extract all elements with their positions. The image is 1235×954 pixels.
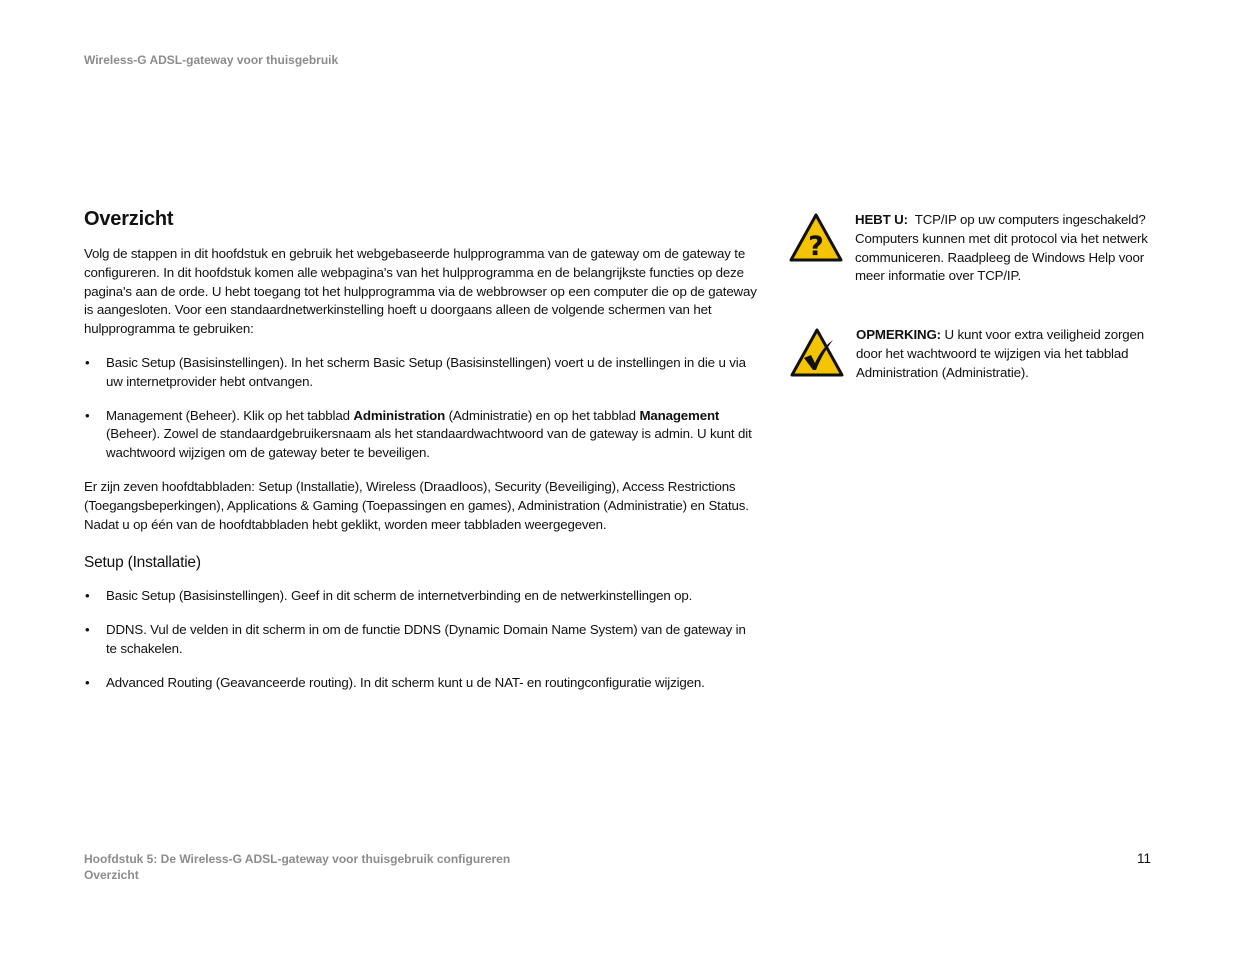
note-remark-body: U kunt voor extra veiligheid zorgen door het wachtwoord te wijzigen via het tabblad Administration (Administratie). — [856, 327, 1144, 380]
note-remark-label: OPMERKING: — [856, 327, 941, 342]
list-item-setup-basic: • Basic Setup (Basisinstellingen). Geef in dit scherm de internetverbinding en de netwerkinstellingen op. — [84, 587, 758, 606]
intro-paragraph: Volg de stappen in dit hoofdstuk en gebruik het webgebaseerde hulpprogramma van de gateway om de gateway te configureren. In dit hoofdstuk komen alle webpagina's van het hulpprogramma en de belangrijkste functies op deze pagina's aan de orde. U hebt toegang tot het hulpprogramma via de webbrowser op een computer die op de gateway is aangesloten. Voor een standaardnetwerkinstelling hoeft u doorgaans alleen de volgende schermen van het hulpprogramma te gebruiken: — [84, 246, 757, 337]
svg-text:?: ? — [808, 231, 824, 262]
footer-section: Overzicht — [84, 868, 139, 882]
question-warning-icon — [788, 211, 844, 268]
main-content — [84, 208, 758, 708]
footer-chapter-title: Hoofdstuk 5: De Wireless-G ADSL-gateway voor thuisgebruik configureren — [84, 852, 511, 866]
list-item-ddns: • DDNS. Vul de velden in dit scherm in om de functie DDNS (Dynamic Domain Name System) van de gateway in te schakelen. — [84, 621, 758, 659]
administration-term: Administration — [353, 407, 446, 423]
list-item-advanced-routing: • Advanced Routing (Geavanceerde routing). In dit scherm kunt u de NAT- en routingconfiguratie wijzigen. — [84, 674, 758, 693]
management-text-3: (Beheer). Zowel de standaardgebruikersnaam als het standaardwachtwoord van de gateway is admin. U kunt dit wachtwoord wijzigen om de gateway beter te beveiligen. — [106, 426, 752, 461]
setup-heading: Setup (Installatie) — [84, 554, 201, 572]
bullet-list-screens — [84, 354, 758, 463]
tabs-paragraph: Er zijn zeven hoofdtabbladen: Setup (Installatie), Wireless (Draadloos), Security (Beveiliging), Access Restrictions (Toegangsbeperkingen), Applications & Gaming (Toepassingen en games), Administration (Administratie) en Status. Nadat u op één van de hoofdtabbladen hebt geklikt, worden meer tabbladen weergegeven. — [84, 478, 749, 532]
footer-chapter — [84, 851, 510, 883]
note-question-label: HEBT U: — [855, 212, 908, 227]
page-title: Overzicht — [84, 208, 174, 230]
page-number: 11 — [1137, 851, 1152, 866]
list-item-management — [84, 407, 758, 463]
note-question-body: TCP/IP op uw computers ingeschakeld? Computers kunnen met dit protocol via het netwerk communiceren. Raadpleeg de Windows Help voor meer informatie over TCP/IP. — [855, 212, 1148, 284]
management-text-1: Management (Beheer). Klik op het tabblad — [106, 407, 354, 423]
checkmark-warning-icon — [789, 326, 845, 383]
note-question-text — [855, 211, 1165, 286]
management-text-2: (Administratie) en op het tabblad — [445, 407, 640, 423]
note-remark-text — [856, 326, 1166, 382]
list-item-basic-setup: • Basic Setup (Basisinstellingen). In het scherm Basic Setup (Basisinstellingen) voert u de instellingen in die u via uw internetprovider hebt ontvangen. — [84, 354, 758, 392]
running-header: Wireless-G ADSL-gateway voor thuisgebruik — [84, 53, 339, 67]
bullet-list-setup — [84, 587, 758, 692]
management-term: Management — [639, 407, 720, 423]
